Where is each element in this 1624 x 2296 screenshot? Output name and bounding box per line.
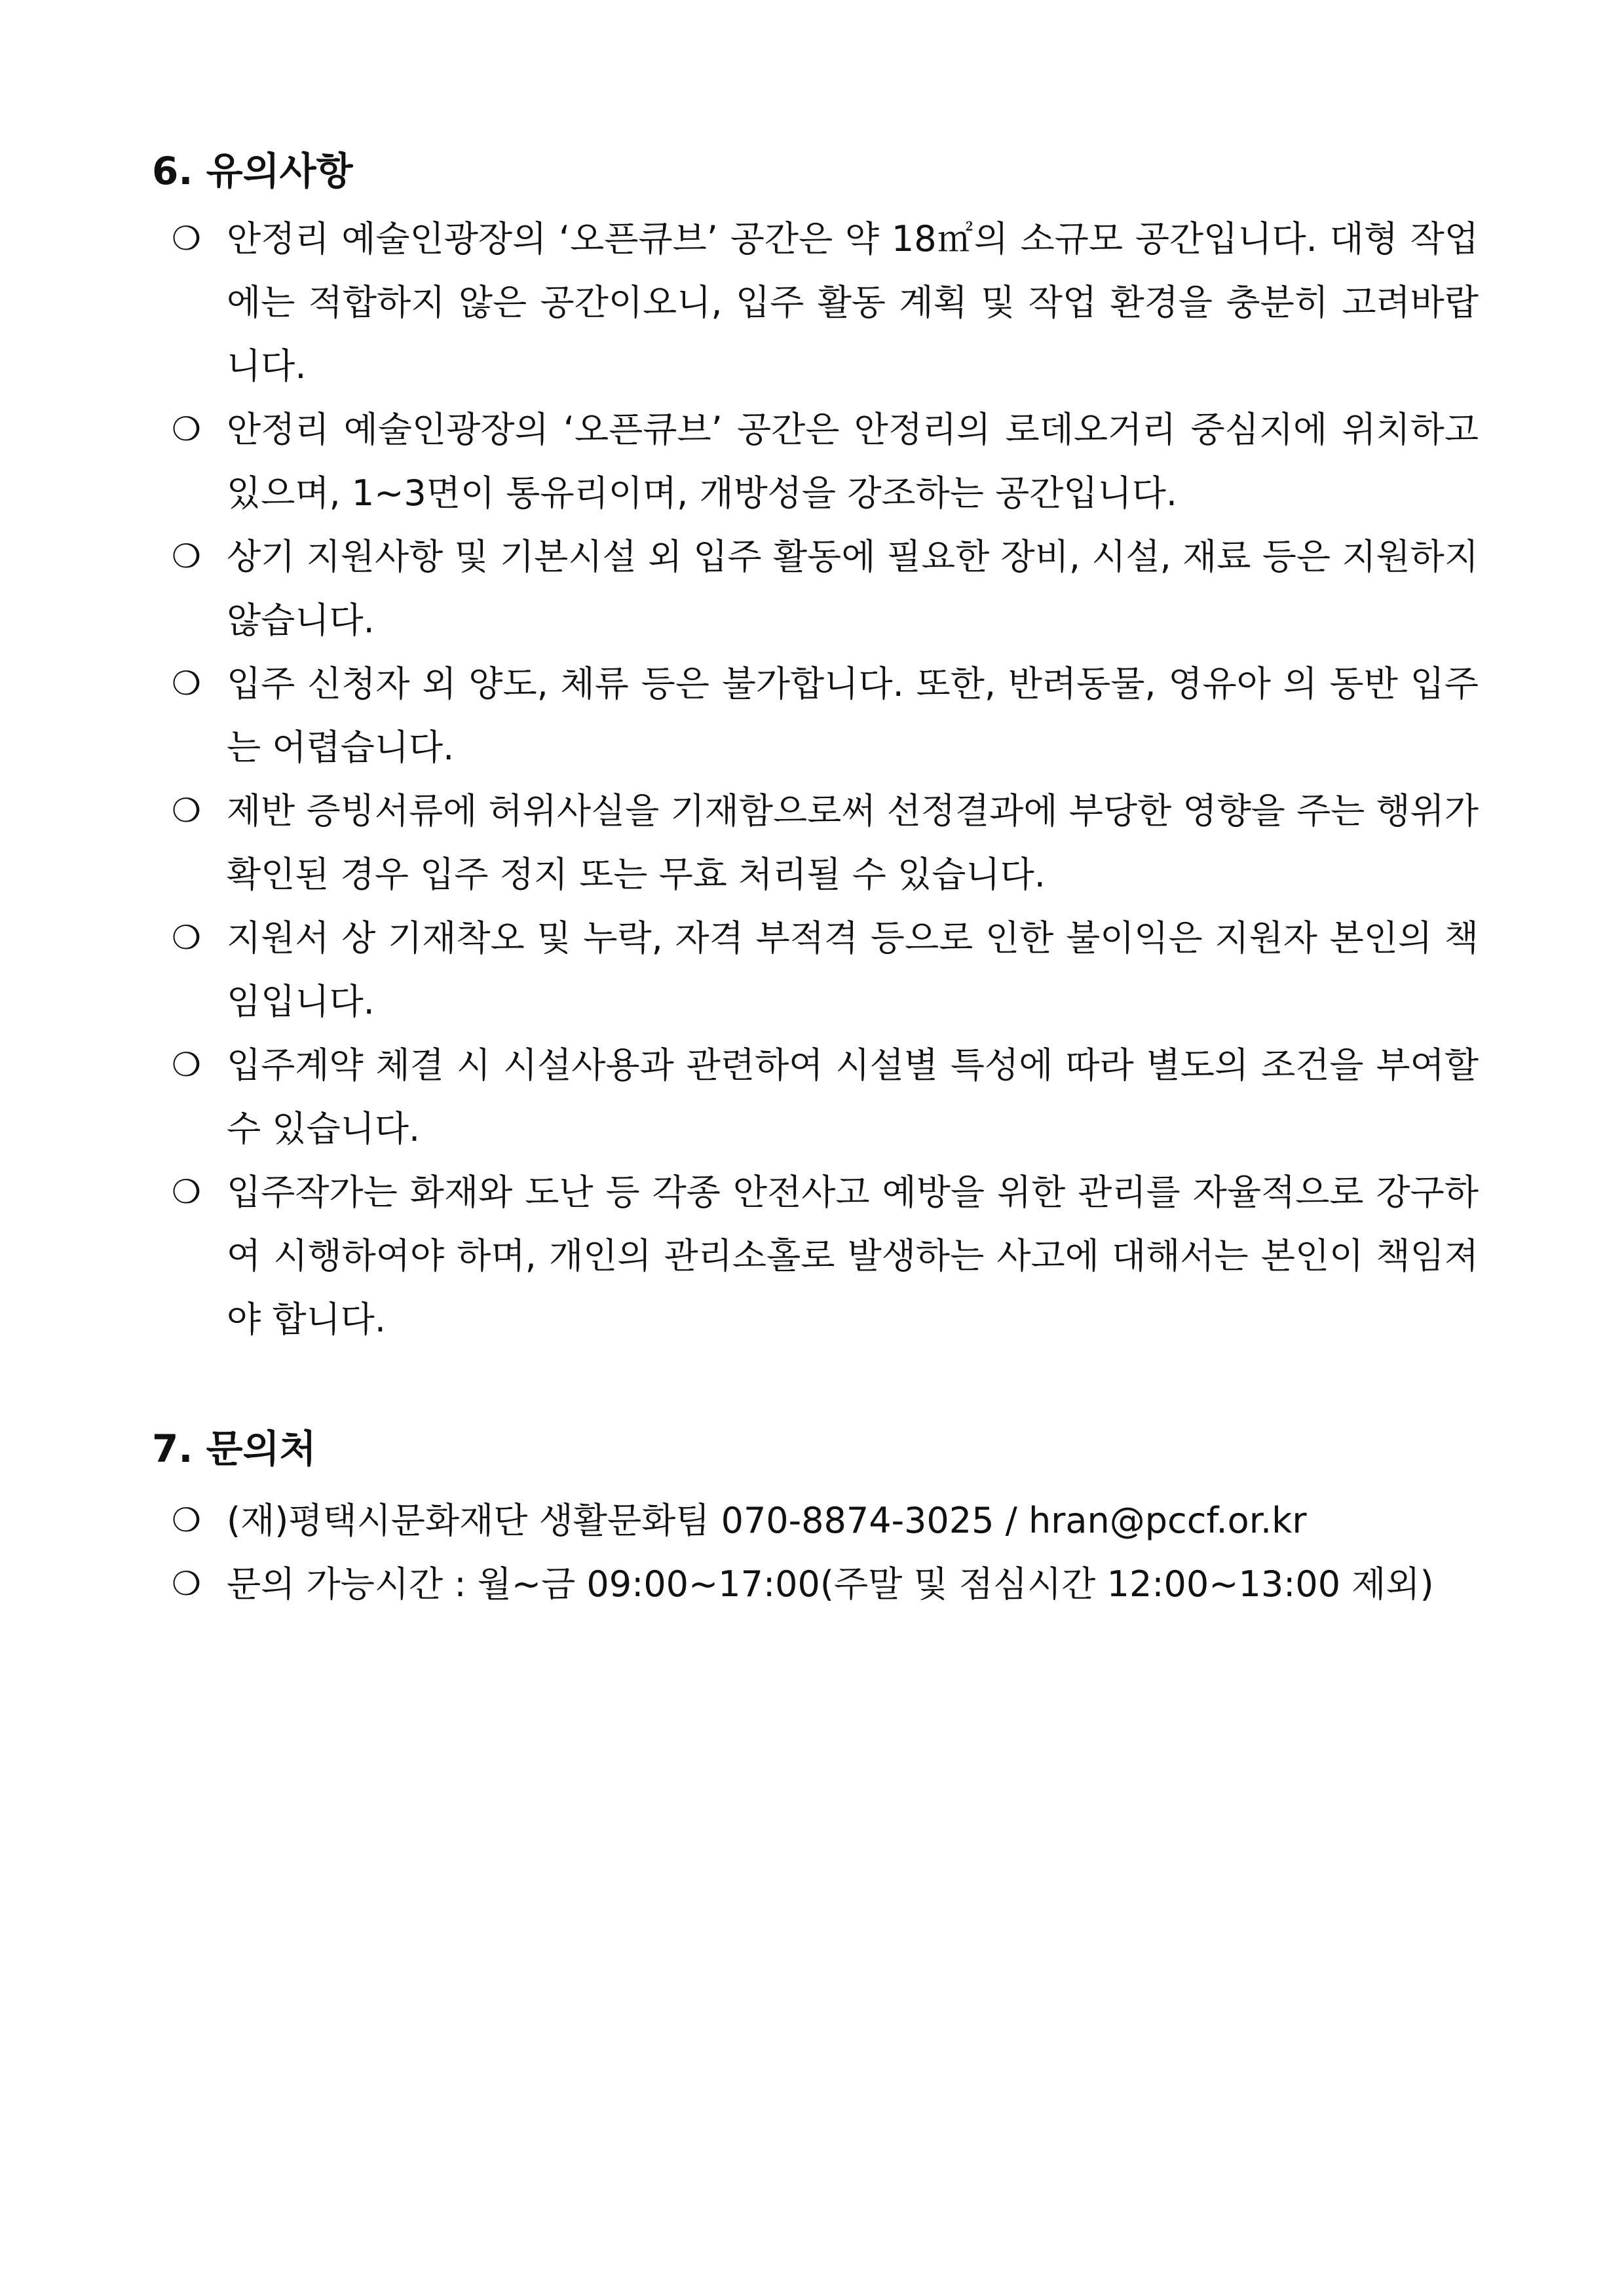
contact-text: (재)평택시문화재단 생활문화팀 070-8874-3025 / hran@pccf.or.kr xyxy=(227,1500,1307,1541)
note-text: 입주작가는 화재와 도난 등 각종 안전사고 예방을 위한 관리를 자율적으로 강구하여 시행하여야 하며, 개인의 관리소홀로 발생하는 사고에 대해서는 본인이 책임져야 합니다. xyxy=(227,1172,1479,1340)
circle-bullet-icon: ❍ xyxy=(172,1565,201,1603)
note-item xyxy=(172,398,1479,525)
section-title-contact: 7. 문의처 xyxy=(152,1426,316,1471)
note-text: 안정리 예술인광장의 ‘오픈큐브’ 공간은 약 18㎡의 소규모 공간입니다. 대형 작업에는 적합하지 않은 공간이오니, 입주 활동 계획 및 작업 환경을 충분히 고려바랍니다. xyxy=(227,218,1479,387)
section-title-notes: 6. 유의사항 xyxy=(152,149,353,193)
circle-bullet-icon: ❍ xyxy=(172,792,201,830)
note-text: 안정리 예술인광장의 ‘오픈큐브’ 공간은 안정리의 로데오거리 중심지에 위치하고 있으며, 1~3면이 통유리이며, 개방성을 강조하는 공간입니다. xyxy=(227,409,1479,514)
note-text: 제반 증빙서류에 허위사실을 기재함으로써 선정결과에 부당한 영향을 주는 행위가 확인된 경우 입주 정지 또는 무효 처리될 수 있습니다. xyxy=(227,790,1479,895)
circle-bullet-icon: ❍ xyxy=(172,1046,201,1084)
note-item xyxy=(172,1033,1479,1160)
circle-bullet-icon: ❍ xyxy=(172,1501,201,1539)
circle-bullet-icon: ❍ xyxy=(172,919,201,957)
circle-bullet-icon: ❍ xyxy=(172,664,201,702)
note-text: 지원서 상 기재착오 및 누락, 자격 부적격 등으로 인한 불이익은 지원자 본인의 책임입니다. xyxy=(227,917,1479,1022)
note-item xyxy=(172,207,1479,398)
contact-text: 문의 가능시간 : 월~금 09:00~17:00(주말 및 점심시간 12:00~13:00 제외) xyxy=(227,1563,1434,1605)
note-item xyxy=(172,779,1479,906)
note-item xyxy=(172,525,1479,652)
circle-bullet-icon: ❍ xyxy=(172,1173,201,1211)
circle-bullet-icon: ❍ xyxy=(172,220,201,258)
note-item xyxy=(172,906,1479,1033)
note-item xyxy=(172,1160,1479,1351)
contact-item xyxy=(172,1552,1479,1616)
circle-bullet-icon: ❍ xyxy=(172,537,201,575)
contact-list xyxy=(172,1489,1479,1616)
notes-list xyxy=(172,207,1479,1351)
note-item xyxy=(172,652,1479,779)
note-text: 입주 신청자 외 양도, 체류 등은 불가합니다. 또한, 반려동물, 영유아 의 동반 입주는 어렵습니다. xyxy=(227,663,1479,768)
note-text: 입주계약 체결 시 시설사용과 관련하여 시설별 특성에 따라 별도의 조건을 부여할 수 있습니다. xyxy=(227,1044,1479,1149)
circle-bullet-icon: ❍ xyxy=(172,410,201,448)
contact-item xyxy=(172,1489,1479,1552)
note-text: 상기 지원사항 및 기본시설 외 입주 활동에 필요한 장비, 시설, 재료 등은 지원하지 않습니다. xyxy=(227,536,1479,641)
